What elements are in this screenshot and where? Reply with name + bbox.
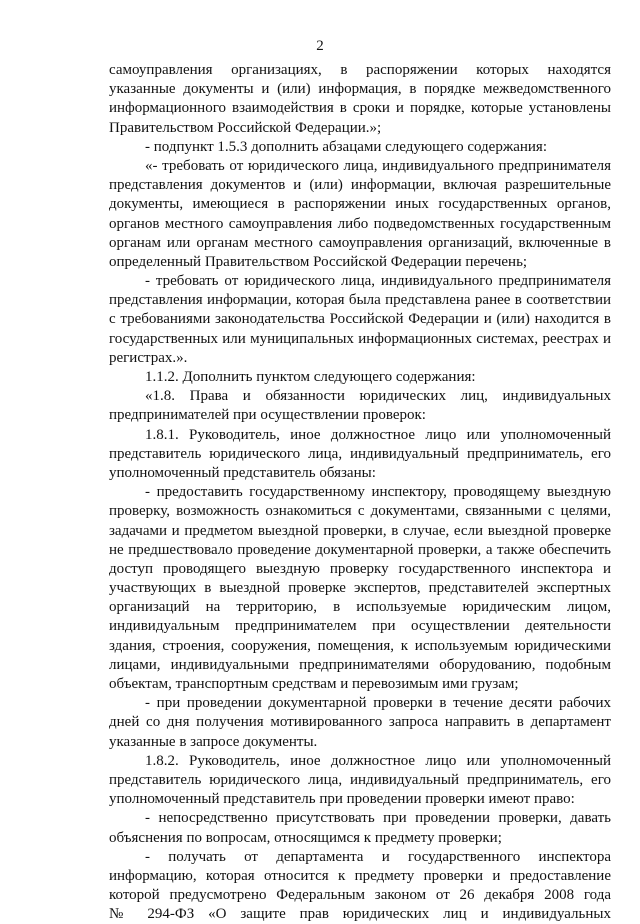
text-line: участвующих в выездной проверке экспертов, представителей экспертных <box>109 580 611 597</box>
text-line: задачами и предметом выездной проверки, в случае, если выездной проверке <box>109 522 611 539</box>
text-line: - при проведении документарной проверки в течение десяти рабочих <box>145 695 611 712</box>
text-line: 1.8.1. Руководитель, иное должностное лицо или уполномоченный <box>145 426 611 443</box>
text-line: государственных или муниципальных информационных системах, реестрах и <box>109 330 611 347</box>
text-line: объяснения по вопросам, относящимся к предмету проверки; <box>109 829 502 846</box>
text-line: органов местного самоуправления либо подведомственных государственным <box>109 215 611 232</box>
text-line: лицами, индивидуальными предпринимателями оборудованию, подобным <box>109 656 611 673</box>
text-line: регистрах.». <box>109 349 188 366</box>
text-line: которой предусмотрено Федеральным законом от 26 декабря 2008 года <box>109 887 611 904</box>
text-line: дней со дня получения мотивированного запроса направить в департамент <box>109 714 611 731</box>
text-line: - получать от департамента и государственного инспектора <box>145 848 611 865</box>
text-line: - подпункт 1.5.3 дополнить абзацами следующего содержания: <box>145 138 547 155</box>
text-line: объектам, транспортным средствам и перевозимым ими грузам; <box>109 676 519 692</box>
page-number: 2 <box>316 38 324 54</box>
document-body <box>109 61 611 924</box>
text-line: информационного взаимодействия в сроки и порядке, которые установлены <box>109 100 611 117</box>
text-line: указанные документы и (или) информация, в порядке межведомственного <box>109 81 611 98</box>
text-line: 1.8.2. Руководитель, иное должностное лицо или уполномоченный <box>145 752 611 769</box>
text-line: доступ проводящего выездную проверку государственного инспектора и <box>109 560 611 577</box>
text-line: представитель юридического лица, индивидуальный предприниматель, его <box>109 445 611 462</box>
text-line: самоуправления организациях, в распоряжении которых находятся <box>109 62 611 78</box>
text-line: органам или органам местного самоуправления организаций, включенные в <box>109 234 611 251</box>
text-line: здания, строения, сооружения, помещения, к используемым юридическими <box>109 637 611 654</box>
text-line: «1.8. Права и обязанности юридических лиц, индивидуальных <box>145 388 611 405</box>
text-line: указанные в запросе документы. <box>109 733 318 750</box>
text-line: уполномоченный представитель обязаны: <box>109 464 376 481</box>
text-line: проверку, возможность ознакомиться с документами, связанными с целями, <box>109 503 611 520</box>
text-line: представления документов и (или) информации, включая разрешительные <box>109 177 611 194</box>
text-line: 1.1.2. Дополнить пунктом следующего содержания: <box>145 369 476 385</box>
text-line: - требовать от юридического лица, индивидуального предпринимателя <box>145 273 611 290</box>
text-line: № 294-ФЗ «О защите прав юридических лиц и индивидуальных <box>109 906 611 923</box>
text-line: представления информации, которая была представлена ранее в соответствии <box>109 292 611 309</box>
text-line: Правительством Российской Федерации.»; <box>109 119 382 136</box>
text-line: документы, имеющиеся в распоряжении иных государственных органов, <box>109 196 611 213</box>
text-line: предпринимателей при осуществлении проверок: <box>109 407 426 424</box>
text-line: «- требовать от юридического лица, индивидуального предпринимателя <box>145 157 611 174</box>
text-line: организаций на территорию, в используемые юридическим лицом, <box>109 599 611 616</box>
text-line: определенный Правительством Российской Федерации перечень; <box>109 253 528 270</box>
text-line: не предшествовало проведение документарной проверки, а также обеспечить <box>109 541 611 558</box>
text-line: с требованиями законодательства Российской Федерации и (или) находится в <box>109 311 611 328</box>
text-line: представитель юридического лица, индивидуальный предприниматель, его <box>109 771 611 788</box>
text-line: - предоставить государственному инспектору, проводящему выездную <box>145 484 611 501</box>
text-line: уполномоченный представитель при проведении проверки имеют право: <box>109 791 575 808</box>
text-line: информацию, которая относится к предмету проверки и предоставление <box>109 867 611 884</box>
text-line: индивидуальным предпринимателем при осуществлении деятельности <box>109 618 611 635</box>
text-line: - непосредственно присутствовать при проведении проверки, давать <box>145 810 611 827</box>
